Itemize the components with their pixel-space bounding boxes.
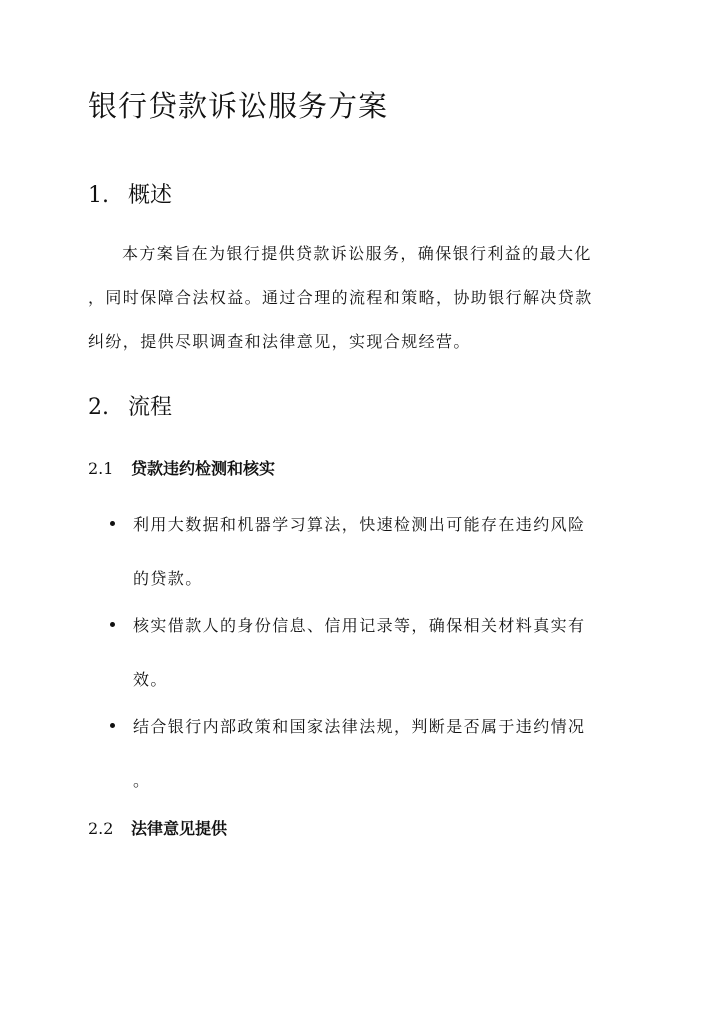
list-item-line: 核实借款人的身份信息、信用记录等，确保相关材料真实有	[133, 616, 586, 635]
section-number: 2.	[88, 395, 109, 420]
subsection-number: 2.2	[88, 819, 114, 838]
list-item-line: 利用大数据和机器学习算法，快速检测出可能存在违约风险	[133, 515, 586, 534]
list-item-line: 效。	[133, 670, 168, 689]
subsection-title: 贷款违约检测和核实	[131, 459, 276, 478]
subsection-heading-default-detection	[88, 456, 275, 479]
section-number: 1.	[88, 183, 109, 208]
bullet-icon	[110, 521, 115, 526]
list-item-line: 。	[133, 771, 151, 790]
overview-paragraph	[88, 232, 633, 364]
section-heading-process	[88, 390, 172, 421]
section-title: 流程	[128, 395, 173, 420]
section-title: 概述	[128, 183, 173, 208]
subsection-title: 法律意见提供	[131, 819, 228, 838]
paragraph-line: 纠纷，提供尽职调查和法律意见，实现合规经营。	[88, 332, 471, 351]
section-heading-overview	[88, 178, 172, 209]
list-item	[110, 599, 630, 707]
list-item-line: 结合银行内部政策和国家法律法规，判断是否属于违约情况	[133, 717, 586, 736]
list-item	[110, 700, 630, 808]
list-item	[110, 498, 630, 606]
paragraph-line: 本方案旨在为银行提供贷款诉讼服务，确保银行利益的最大化	[122, 244, 592, 263]
bullet-icon	[110, 622, 115, 627]
paragraph-line: ，同时保障合法权益。通过合理的流程和策略，协助银行解决贷款	[88, 288, 593, 307]
bullet-icon	[110, 723, 115, 728]
document-title: 银行贷款诉讼服务方案	[88, 89, 389, 123]
list-item-line: 的贷款。	[133, 569, 203, 588]
subsection-heading-legal-opinion	[88, 816, 227, 839]
subsection-number: 2.1	[88, 459, 114, 478]
